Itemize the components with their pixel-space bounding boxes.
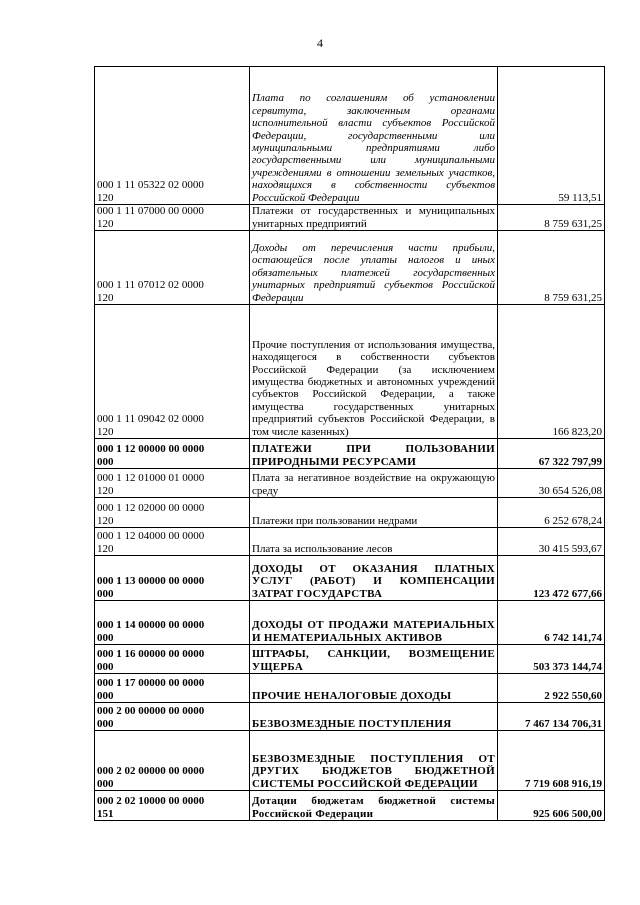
table-row [95, 528, 605, 556]
budget-code: 000 1 12 02000 00 0000 120 [95, 498, 250, 528]
revenue-name: ПРОЧИЕ НЕНАЛОГОВЫЕ ДОХОДЫ [250, 674, 498, 703]
revenue-name: Платежи от государственных и муниципальных унитарных предприятий [250, 205, 498, 231]
budget-code: 000 1 11 07000 00 0000 120 [95, 205, 250, 231]
revenue-amount: 2 922 550,60 [498, 674, 605, 703]
revenue-amount: 6 252 678,24 [498, 498, 605, 528]
revenue-name: Доходы от перечисления части прибыли, остающейся после уплаты налогов и иных обязательных платежей государственных унитарных предприятий субъектов Российской Федерации [250, 231, 498, 305]
table-row [95, 731, 605, 791]
table-row [95, 205, 605, 231]
budget-code: 000 1 16 00000 00 0000 000 [95, 645, 250, 674]
table-row [95, 601, 605, 645]
budget-code: 000 1 12 00000 00 0000 000 [95, 439, 250, 469]
budget-code: 000 1 17 00000 00 0000 000 [95, 674, 250, 703]
revenue-name: Плата за использование лесов [250, 528, 498, 556]
revenue-name: ДОХОДЫ ОТ ПРОДАЖИ МАТЕРИАЛЬНЫХ И НЕМАТЕРИАЛЬНЫХ АКТИВОВ [250, 601, 498, 645]
budget-code: 000 1 12 01000 01 0000 120 [95, 469, 250, 498]
budget-code: 000 1 11 07012 02 0000 120 [95, 231, 250, 305]
table-row [95, 674, 605, 703]
revenue-amount: 7 719 608 916,19 [498, 731, 605, 791]
revenue-amount: 30 415 593,67 [498, 528, 605, 556]
budget-code: 000 2 02 10000 00 0000 151 [95, 791, 250, 821]
revenue-amount: 59 113,51 [498, 67, 605, 205]
budget-code: 000 1 14 00000 00 0000 000 [95, 601, 250, 645]
budget-code: 000 1 12 04000 00 0000 120 [95, 528, 250, 556]
revenue-amount: 30 654 526,08 [498, 469, 605, 498]
page-number: 4 [317, 36, 323, 50]
table-row [95, 305, 605, 439]
table-row [95, 231, 605, 305]
revenue-name: Плата за негативное воздействие на окружающую среду [250, 469, 498, 498]
revenue-name: Платежи при пользовании недрами [250, 498, 498, 528]
table-row [95, 439, 605, 469]
revenue-amount: 6 742 141,74 [498, 601, 605, 645]
table-row [95, 703, 605, 731]
revenue-name: Плата по соглашениям об установлении сервитута, заключенным органами исполнительной власти субъектов Российской Федерации, государственными или муниципальными предприятиями либо государственными или муниципальными учреждениями в отношении земельных участков, находящихся в собственности субъектов Российской Федерации [250, 67, 498, 205]
table-row [95, 791, 605, 821]
revenue-name: ШТРАФЫ, САНКЦИИ, ВОЗМЕЩЕНИЕ УЩЕРБА [250, 645, 498, 674]
revenue-amount: 123 472 677,66 [498, 556, 605, 601]
revenue-amount: 925 606 500,00 [498, 791, 605, 821]
budget-code: 000 2 00 00000 00 0000 000 [95, 703, 250, 731]
budget-code: 000 1 13 00000 00 0000 000 [95, 556, 250, 601]
revenue-amount: 503 373 144,74 [498, 645, 605, 674]
revenue-name: ДОХОДЫ ОТ ОКАЗАНИЯ ПЛАТНЫХ УСЛУГ (РАБОТ) И КОМПЕНСАЦИИ ЗАТРАТ ГОСУДАРСТВА [250, 556, 498, 601]
revenue-name: Дотации бюджетам бюджетной системы Российской Федерации [250, 791, 498, 821]
revenue-amount: 67 322 797,99 [498, 439, 605, 469]
budget-code: 000 2 02 00000 00 0000 000 [95, 731, 250, 791]
budget-code: 000 1 11 09042 02 0000 120 [95, 305, 250, 439]
revenue-name: БЕЗВОЗМЕЗДНЫЕ ПОСТУПЛЕНИЯ [250, 703, 498, 731]
table-row [95, 556, 605, 601]
revenue-table [94, 66, 605, 821]
revenue-amount: 8 759 631,25 [498, 231, 605, 305]
revenue-amount: 7 467 134 706,31 [498, 703, 605, 731]
table-row [95, 469, 605, 498]
revenue-amount: 166 823,20 [498, 305, 605, 439]
budget-code: 000 1 11 05322 02 0000 120 [95, 67, 250, 205]
table-row [95, 67, 605, 205]
revenue-name: ПЛАТЕЖИ ПРИ ПОЛЬЗОВАНИИ ПРИРОДНЫМИ РЕСУРСАМИ [250, 439, 498, 469]
table-row [95, 645, 605, 674]
table-row [95, 498, 605, 528]
revenue-amount: 8 759 631,25 [498, 205, 605, 231]
revenue-name: Прочие поступления от использования имущества, находящегося в собственности субъектов Российской Федерации (за исключением имущества бюджетных и автономных учреждений субъектов Российской Федерации, а также имущества государственных унитарных предприятий субъектов Российской Федерации, в том числе казенных) [250, 305, 498, 439]
revenue-name: БЕЗВОЗМЕЗДНЫЕ ПОСТУПЛЕНИЯ ОТ ДРУГИХ БЮДЖЕТОВ БЮДЖЕТНОЙ СИСТЕМЫ РОССИЙСКОЙ ФЕДЕРАЦИИ [250, 731, 498, 791]
